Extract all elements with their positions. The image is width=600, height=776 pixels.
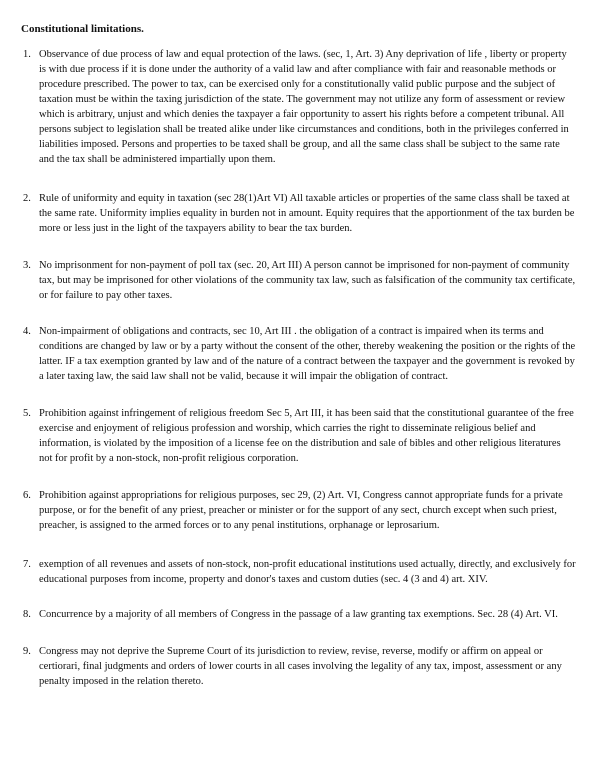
list-item	[21, 557, 576, 587]
item-number: 2.	[23, 193, 31, 204]
list-item	[21, 406, 576, 466]
item-number: 1.	[23, 49, 31, 60]
list-item	[21, 324, 576, 384]
item-number: 3.	[23, 260, 31, 271]
item-text: Concurrence by a majority of all members of Congress in the passage of a law granting tax exemptions. Sec. 28 (4) Art. VI.	[39, 609, 558, 620]
item-text: exemption of all revenues and assets of non-stock, non-profit educational institutions used actually, directly, and exclusively for educational purposes from income, property and donor's taxes and custom duties (sec. 4 (3 and 4) art. XIV.	[39, 559, 576, 585]
item-text: No imprisonment for non-payment of poll tax (sec. 20, Art III) A person cannot be imprisoned for non-payment of community tax, but may be imprisoned for other violations of the community tax law, such as falsification of the community tax certificate, or for failure to pay other taxes.	[39, 260, 576, 301]
item-text: Congress may not deprive the Supreme Court of its jurisdiction to review, revise, reverse, modify or affirm on appeal or certiorari, final judgments and orders of lower courts in all cases involving the legality of any tax, impost, assessment or any penalty imposed in the relation thereto.	[39, 646, 562, 687]
item-text: Prohibition against infringement of religious freedom Sec 5, Art III, it has been said that the constitutional guarantee of the free exercise and enjoyment of religious profession and worship, which carries the right to disseminate religious belief and information, is violated by the imposition of a license fee on the distribution and sale of bibles and other religious literatures not for profit by a non-stock, non-profit religious corporation.	[39, 408, 574, 464]
list-item	[21, 191, 576, 236]
document-heading: Constitutional limitations.	[21, 23, 144, 35]
item-number: 5.	[23, 408, 31, 419]
list-item	[21, 258, 576, 303]
limitations-list	[21, 47, 576, 689]
item-number: 8.	[23, 609, 31, 620]
item-number: 4.	[23, 326, 31, 337]
item-number: 9.	[23, 646, 31, 657]
item-text: Observance of due process of law and equal protection of the laws. (sec, 1, Art. 3) Any deprivation of life , liberty or property is with due process if it is done under the authority of a valid law and after compliance with fair and reasonable methods or procedure prescribed. The power to tax, can be exercised only for a constitutionally valid public purpose and the subject of taxation must be within the taxing jurisdiction of the state. The government may not utilize any form of assessment or review which is arbitrary, unjust and which denies the taxpayer a fair opportunity to assert his rights before a competent tribunal. All persons subject to legislation shall be treated alike under like circumstances and conditions, both in the privileges conferred in liabilities imposed. Persons and properties to be taxed shall be group, and all the same class shall be subject to the same rate and the tax shall be administered impartially upon them.	[39, 49, 569, 165]
item-text: Rule of uniformity and equity in taxation (sec 28(1)Art VI) All taxable articles or properties of the same class shall be taxed at the same rate. Uniformity implies equality in burden not in amount. Equity requires that the apportionment of the tax burden be more or less just in the light of the taxpayers ability to bear the tax burden.	[39, 193, 575, 234]
item-number: 6.	[23, 490, 31, 501]
list-item	[21, 607, 576, 622]
list-item	[21, 644, 576, 689]
item-number: 7.	[23, 559, 31, 570]
list-item	[21, 488, 576, 533]
item-text: Non-impairment of obligations and contracts, sec 10, Art III . the obligation of a contract is impaired when its terms and conditions are changed by law or by a party without the consent of the other, thereby weakening the position or the rights of the latter. IF a tax exemption granted by law and of the nature of a contract between the taxpayer and the government is revoked by a later taxing law, the said law shall not be valid, because it will impair the obligation of contract.	[39, 326, 576, 382]
item-text: Prohibition against appropriations for religious purposes, sec 29, (2) Art. VI, Congress cannot appropriate funds for a private purpose, or for the benefit of any priest, preacher or minister or for the support of any sect, church except when such priest, preacher, is assigned to the armed forces or to any penal institutions, orphanage or leprosarium.	[39, 490, 563, 531]
list-item	[21, 47, 576, 167]
